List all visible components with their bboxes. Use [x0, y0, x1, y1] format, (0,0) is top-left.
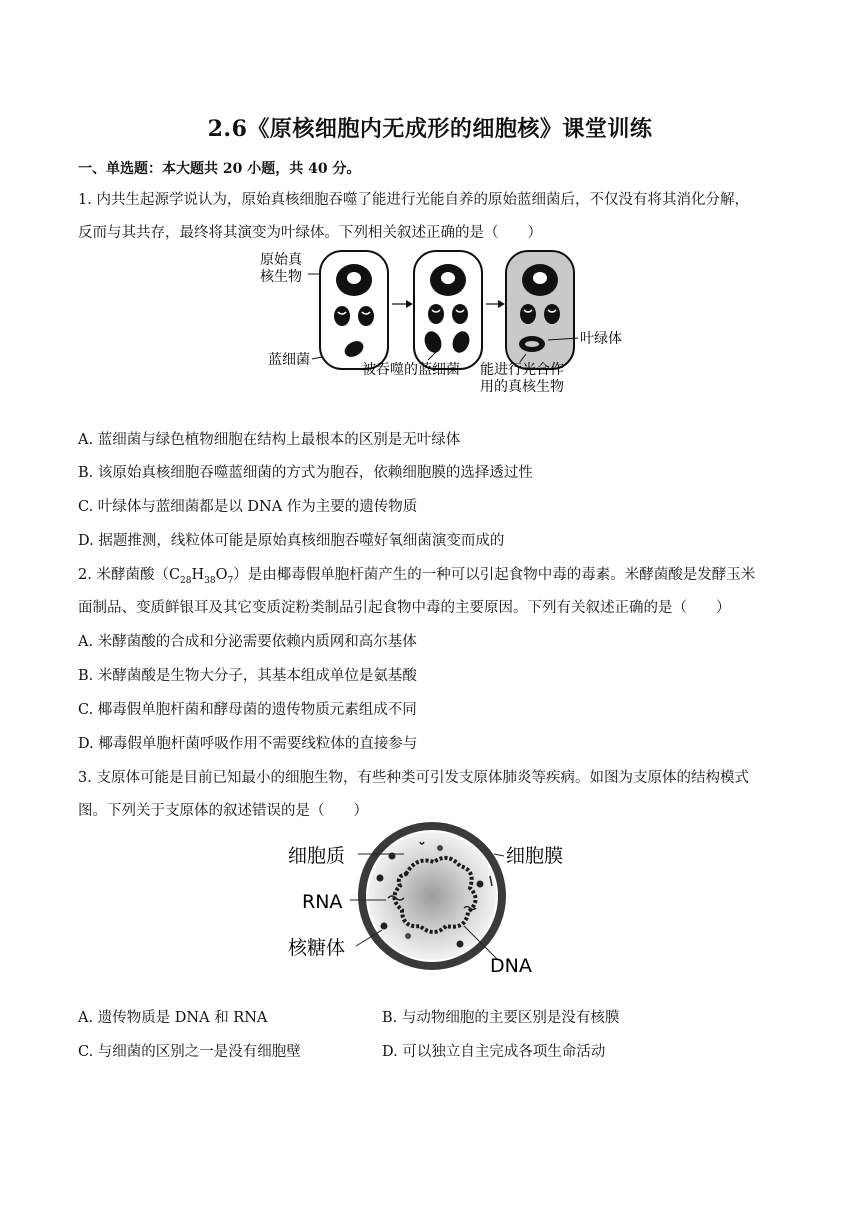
q2-option-b[interactable]: B. 米酵菌酸是生物大分子，其基本组成单位是氨基酸: [78, 668, 417, 684]
q3-option-b[interactable]: B. 与动物细胞的主要区别是没有核膜: [382, 1010, 620, 1026]
label-result-2: 用的真核生物: [480, 379, 564, 395]
label-host-1: 原始真: [260, 252, 302, 268]
label-engulfed: 被吞噬的蓝细菌: [362, 362, 460, 378]
label-dna: DNA: [490, 955, 532, 977]
q2-option-a[interactable]: A. 米酵菌酸的合成和分泌需要依赖内质网和高尔基体: [78, 634, 417, 650]
mycoplasma-figure: [284, 826, 580, 978]
label-membrane: 细胞膜: [506, 845, 564, 867]
q3-stem-line1: 3. 支原体可能是目前已知最小的细胞生物，有些种类可引发支原体肺炎等疾病。如图为支原体的结构模式: [78, 770, 749, 786]
q3-option-c[interactable]: C. 与细菌的区别之一是没有细胞壁: [78, 1044, 301, 1060]
label-rna: RNA: [302, 891, 343, 913]
page-title: 2.6《原核细胞内无成形的细胞核》课堂训练: [207, 116, 653, 142]
section-heading: 一、单选题：本大题共 20 小题，共 40 分。: [78, 161, 361, 177]
q3-stem-line2: 图。下列关于支原体的叙述错误的是（ ）: [78, 803, 368, 819]
cell-engulfing: [414, 251, 482, 369]
label-ribosome: 核糖体: [288, 937, 346, 959]
q1-stem-line2: 反而与其共存，最终将其演变为叶绿体。下列相关叙述正确的是（ ）: [78, 225, 542, 241]
cell-photosynthetic: [506, 251, 574, 369]
q1-option-a[interactable]: A. 蓝细菌与绿色植物细胞在结构上最根本的区别是无叶绿体: [78, 432, 461, 448]
q3-option-a[interactable]: A. 遗传物质是 DNA 和 RNA: [78, 1010, 268, 1026]
q2-stem-line2: 面制品、变质鲜银耳及其它变质淀粉类制品引起食物中毒的主要原因。下列有关叙述正确的是（ ）: [78, 600, 731, 616]
label-chloroplast: 叶绿体: [580, 331, 622, 347]
q1-option-c[interactable]: C. 叶绿体与蓝细菌都是以 DNA 作为主要的遗传物质: [78, 499, 418, 515]
q2-option-c[interactable]: C. 椰毒假单胞杆菌和酵母菌的遗传物质元素组成不同: [78, 702, 417, 718]
q2-option-d[interactable]: D. 椰毒假单胞杆菌呼吸作用不需要线粒体的直接参与: [78, 736, 418, 752]
label-cyano: 蓝细菌: [268, 352, 310, 368]
label-cytoplasm: 细胞质: [288, 845, 346, 867]
cell-host: [320, 251, 388, 369]
label-host-2: 核生物: [260, 269, 302, 285]
endosymbiosis-figure: [250, 246, 622, 402]
label-result-1: 能进行光合作: [480, 362, 564, 378]
q2-stem-line1: 2. 米酵菌酸$(C_{28}H_{38}O_7)$是由椰毒假单胞杆菌产生的一种可以引起食物中毒的毒素。米酵菌酸是发酵玉米: [78, 567, 756, 586]
q1-option-d[interactable]: D. 据题推测，线粒体可能是原始真核细胞吞噬好氧细菌演变而成的: [78, 533, 505, 549]
q1-stem-line1: 1. 内共生起源学说认为，原始真核细胞吞噬了能进行光能自养的原始蓝细菌后，不仅没有将其消化分解，: [78, 192, 749, 208]
q3-option-d[interactable]: D. 可以独立自主完成各项生命活动: [382, 1044, 606, 1060]
q1-option-b[interactable]: B. 该原始真核细胞吞噬蓝细菌的方式为胞吞，依赖细胞膜的选择透过性: [78, 465, 533, 481]
